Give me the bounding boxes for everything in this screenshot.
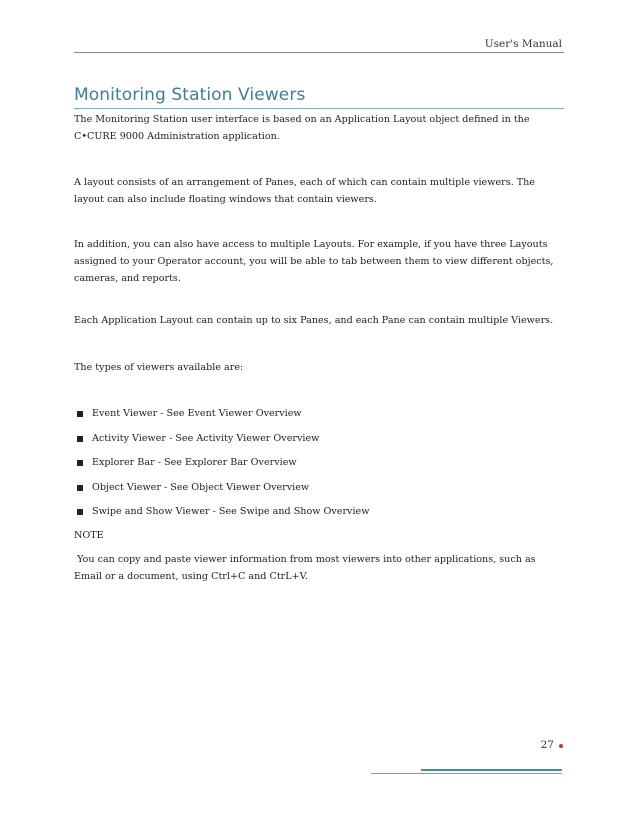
footer-divider-secondary [371, 773, 562, 774]
header-divider [74, 52, 564, 53]
footer-divider [421, 769, 562, 771]
square-bullet-icon [77, 485, 83, 491]
list-item [74, 479, 562, 504]
paragraph-viewer-types: The types of viewers available are: [74, 362, 244, 373]
paragraph-panes: Each Application Layout can contain up to six Panes, and each Pane can contain multiple Viewers. [74, 315, 554, 326]
page-number-dot-icon [559, 744, 563, 748]
note-text: You can copy and paste viewer information from most viewers into other applications, such as Email or a document, using Ctrl+C and CtrL+V. [74, 554, 539, 582]
page-number: 27 [540, 739, 554, 751]
running-header: User's Manual [484, 38, 562, 50]
list-item-text: Activity Viewer - See Activity Viewer Overview [92, 432, 320, 444]
paragraph-intro: The Monitoring Station user interface is based on an Application Layout object defined in the C•CURE 9000 Administration application. [74, 114, 530, 142]
square-bullet-icon [77, 509, 83, 515]
list-item-text: Event Viewer - See Event Viewer Overview [92, 408, 302, 419]
list-item-text: Explorer Bar - See Explorer Bar Overview [92, 457, 297, 468]
list-item [74, 503, 562, 528]
list-item [74, 430, 562, 455]
square-bullet-icon [77, 460, 83, 466]
paragraph-layout: A layout consists of an arrangement of Panes, each of which can contain multiple viewers. The layout can also include floating windows that contain viewers. [74, 177, 535, 205]
note-label: NOTE [74, 530, 104, 541]
title-divider [74, 108, 564, 109]
list-item-text: Swipe and Show Viewer - See Swipe and Show Overview [92, 506, 370, 517]
viewer-list [74, 405, 562, 528]
section-title: Monitoring Station Viewers [74, 85, 306, 105]
square-bullet-icon [77, 411, 83, 417]
list-item [74, 405, 562, 430]
list-item [74, 454, 562, 479]
list-item-text: Object Viewer - See Object Viewer Overview [92, 481, 310, 493]
paragraph-multiple-layouts: In addition, you can also have access to multiple Layouts. For example, if you have three Layouts assigned to your Operator account, you will be able to tab between them to view different objects, cameras, and reports. [74, 239, 554, 284]
square-bullet-icon [77, 436, 83, 442]
